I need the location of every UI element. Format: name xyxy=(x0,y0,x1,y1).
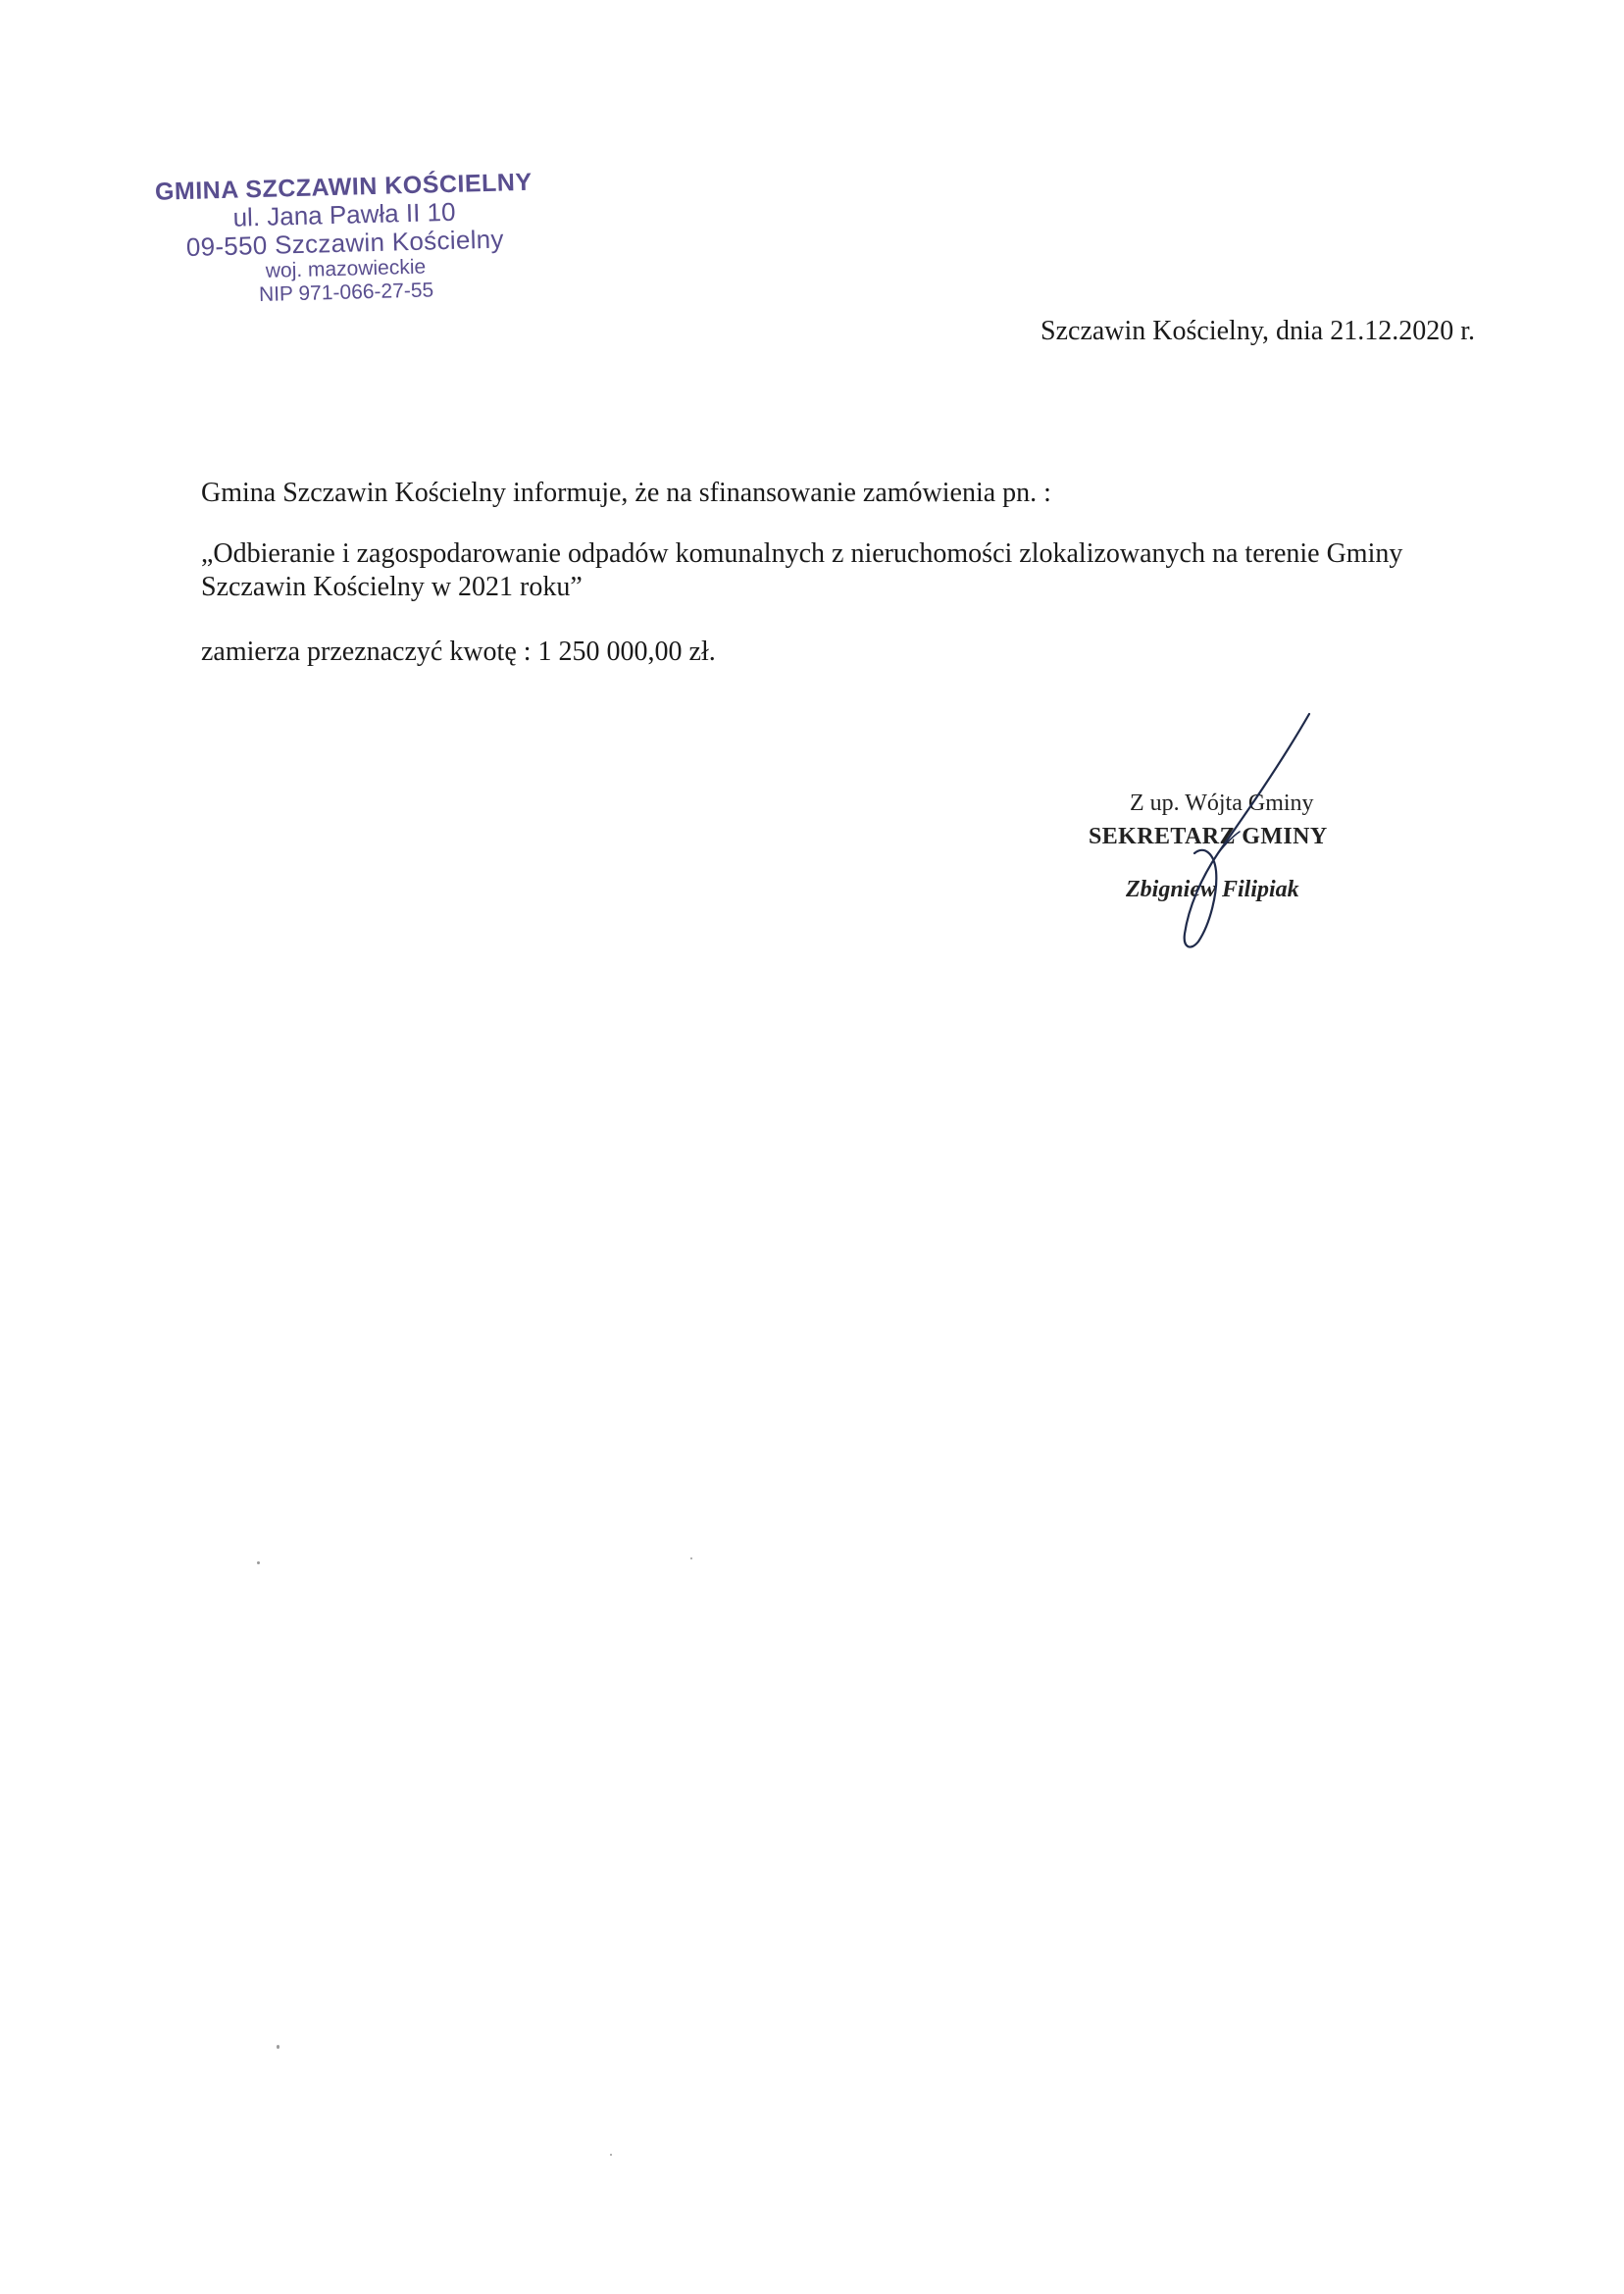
stamp-postal-city: 09-550 Szczawin Kościelny xyxy=(185,224,505,263)
stamp-street-address: ul. Jana Pawła II 10 xyxy=(232,196,456,232)
budget-amount-paragraph: zamierza przeznaczyć kwotę : 1 250 000,00 zł. xyxy=(201,637,716,667)
signatory-name: Zbigniew Filipiak xyxy=(1126,877,1299,902)
stamp-voivodeship: woj. mazowieckie xyxy=(265,255,427,283)
scan-speck xyxy=(690,1557,692,1559)
intro-paragraph: Gmina Szczawin Kościelny informuje, że na sfinansowanie zamówienia pn. : xyxy=(201,478,1051,508)
scan-speck xyxy=(610,2154,612,2156)
signature-block xyxy=(1089,787,1412,906)
signature-position: SEKRETARZ GMINY xyxy=(1089,824,1328,849)
stamp-tax-id: NIP 971-066-27-55 xyxy=(258,279,434,306)
stamp-municipality-name: GMINA SZCZAWIN KOŚCIELNY xyxy=(154,168,533,206)
document-date: Szczawin Kościelny, dnia 21.12.2020 r. xyxy=(1040,316,1475,346)
scan-speck xyxy=(257,1561,260,1564)
municipality-stamp xyxy=(147,169,542,310)
contract-title-paragraph: „Odbieranie i zagospodarowanie odpadów komunalnych z nieruchomości zlokalizowanych na terenie Gminy Szczawin Kościelny w 2021 roku” xyxy=(201,538,1403,602)
signature-authorization: Z up. Wójta Gminy xyxy=(1130,790,1314,816)
scan-speck xyxy=(277,2045,279,2049)
